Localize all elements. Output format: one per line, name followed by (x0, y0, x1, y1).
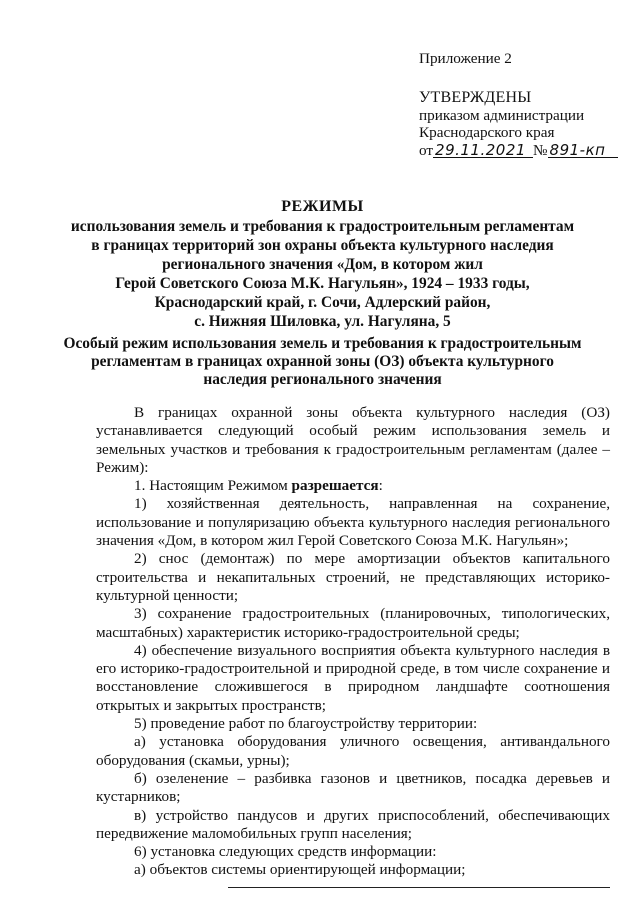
intro-paragraph: В границах охранной зоны объекта культурного наследия (ОЗ) устанавливается следующий особый режим использования земель и земельных участков и требования к градостроительным регламентам (далее – Режим): (96, 404, 610, 476)
paragraph: 5) проведение работ по благоустройству территории: (134, 715, 478, 733)
section-heading-line: Особый режим использования земель и требования к градостроительным (63, 335, 582, 352)
title-line: регионального значения «Дом, в котором жил (162, 256, 483, 273)
handwritten-order-number: 891-кп (548, 143, 618, 158)
title-main: РЕЖИМЫ (281, 198, 364, 215)
handwritten-date: 29.11.2021 (433, 143, 533, 158)
section-heading (52, 335, 593, 389)
item-1-suffix: : (378, 477, 383, 495)
approval-issuer-line2: Краснодарского края (419, 124, 555, 141)
paragraph: б) озеленение – разбивка газонов и цветников, посадка деревьев и кустарников; (96, 769, 610, 806)
paragraph: 3) сохранение градостроительных (планировочных, типологических, масштабных) характеристик историко-градостроительной среды; (96, 605, 610, 641)
approval-block (419, 50, 629, 159)
footer-rule (228, 887, 610, 888)
approved-label: УТВЕРЖДЕНЫ (419, 89, 532, 106)
approval-issuer-line1: приказом администрации (419, 107, 585, 124)
section-heading-line: наследия регионального значения (203, 371, 442, 388)
title-line: в границах территорий зон охраны объекта культурного наследия (91, 237, 554, 254)
paragraph: а) установка оборудования уличного освещения, антивандального оборудования (скамьи, урны); (96, 733, 610, 769)
paragraph: 4) обеспечение визуального восприятия объекта культурного наследия в его историко-градостроительной и природной среде, в том числе сохранение и восстановление сложившегося в природном ландшафте соотношения открытых и закрытых пространств; (96, 641, 610, 714)
document-title (40, 197, 605, 331)
number-prefix: № (533, 142, 548, 159)
item-1-prefix: 1. Настоящим Режимом (134, 477, 292, 495)
title-line: Герой Советского Союза М.К. Нагульян», 1924 – 1933 годы, (115, 275, 530, 292)
title-line: с. Нижняя Шиловка, ул. Нагуляна, 5 (194, 313, 451, 330)
date-prefix: от (419, 142, 434, 159)
paragraph: 6) установка следующих средств информации: (134, 843, 437, 861)
document-body (96, 404, 610, 880)
paragraph: 1) хозяйственная деятельность, направленная на сохранение, использование и популяризацию объекта культурного наследия регионального значения «Дом, в котором жил Герой Советского Союза М.К. Нагульян»; (96, 495, 610, 550)
title-line: использования земель и требования к градостроительным регламентам (70, 218, 575, 235)
item-1-heading (96, 477, 610, 495)
paragraph: в) устройство пандусов и других приспособлений, обеспечивающих передвижение маломобильных групп населения; (96, 806, 610, 842)
paragraph: 2) снос (демонтаж) по мере амортизации объектов капитального строительства и некапитальных строений, не представляющих историко-культурной ценности; (96, 550, 610, 604)
annex-number: Приложение 2 (419, 50, 512, 67)
approval-date-line (419, 142, 629, 159)
item-1-bold: разрешается (291, 477, 379, 495)
paragraph: а) объектов системы ориентирующей информации; (134, 861, 466, 879)
title-line: Краснодарский край, г. Сочи, Адлерский район, (154, 294, 491, 311)
section-heading-line: регламентам в границах охранной зоны (ОЗ) объекта культурного (91, 353, 554, 370)
